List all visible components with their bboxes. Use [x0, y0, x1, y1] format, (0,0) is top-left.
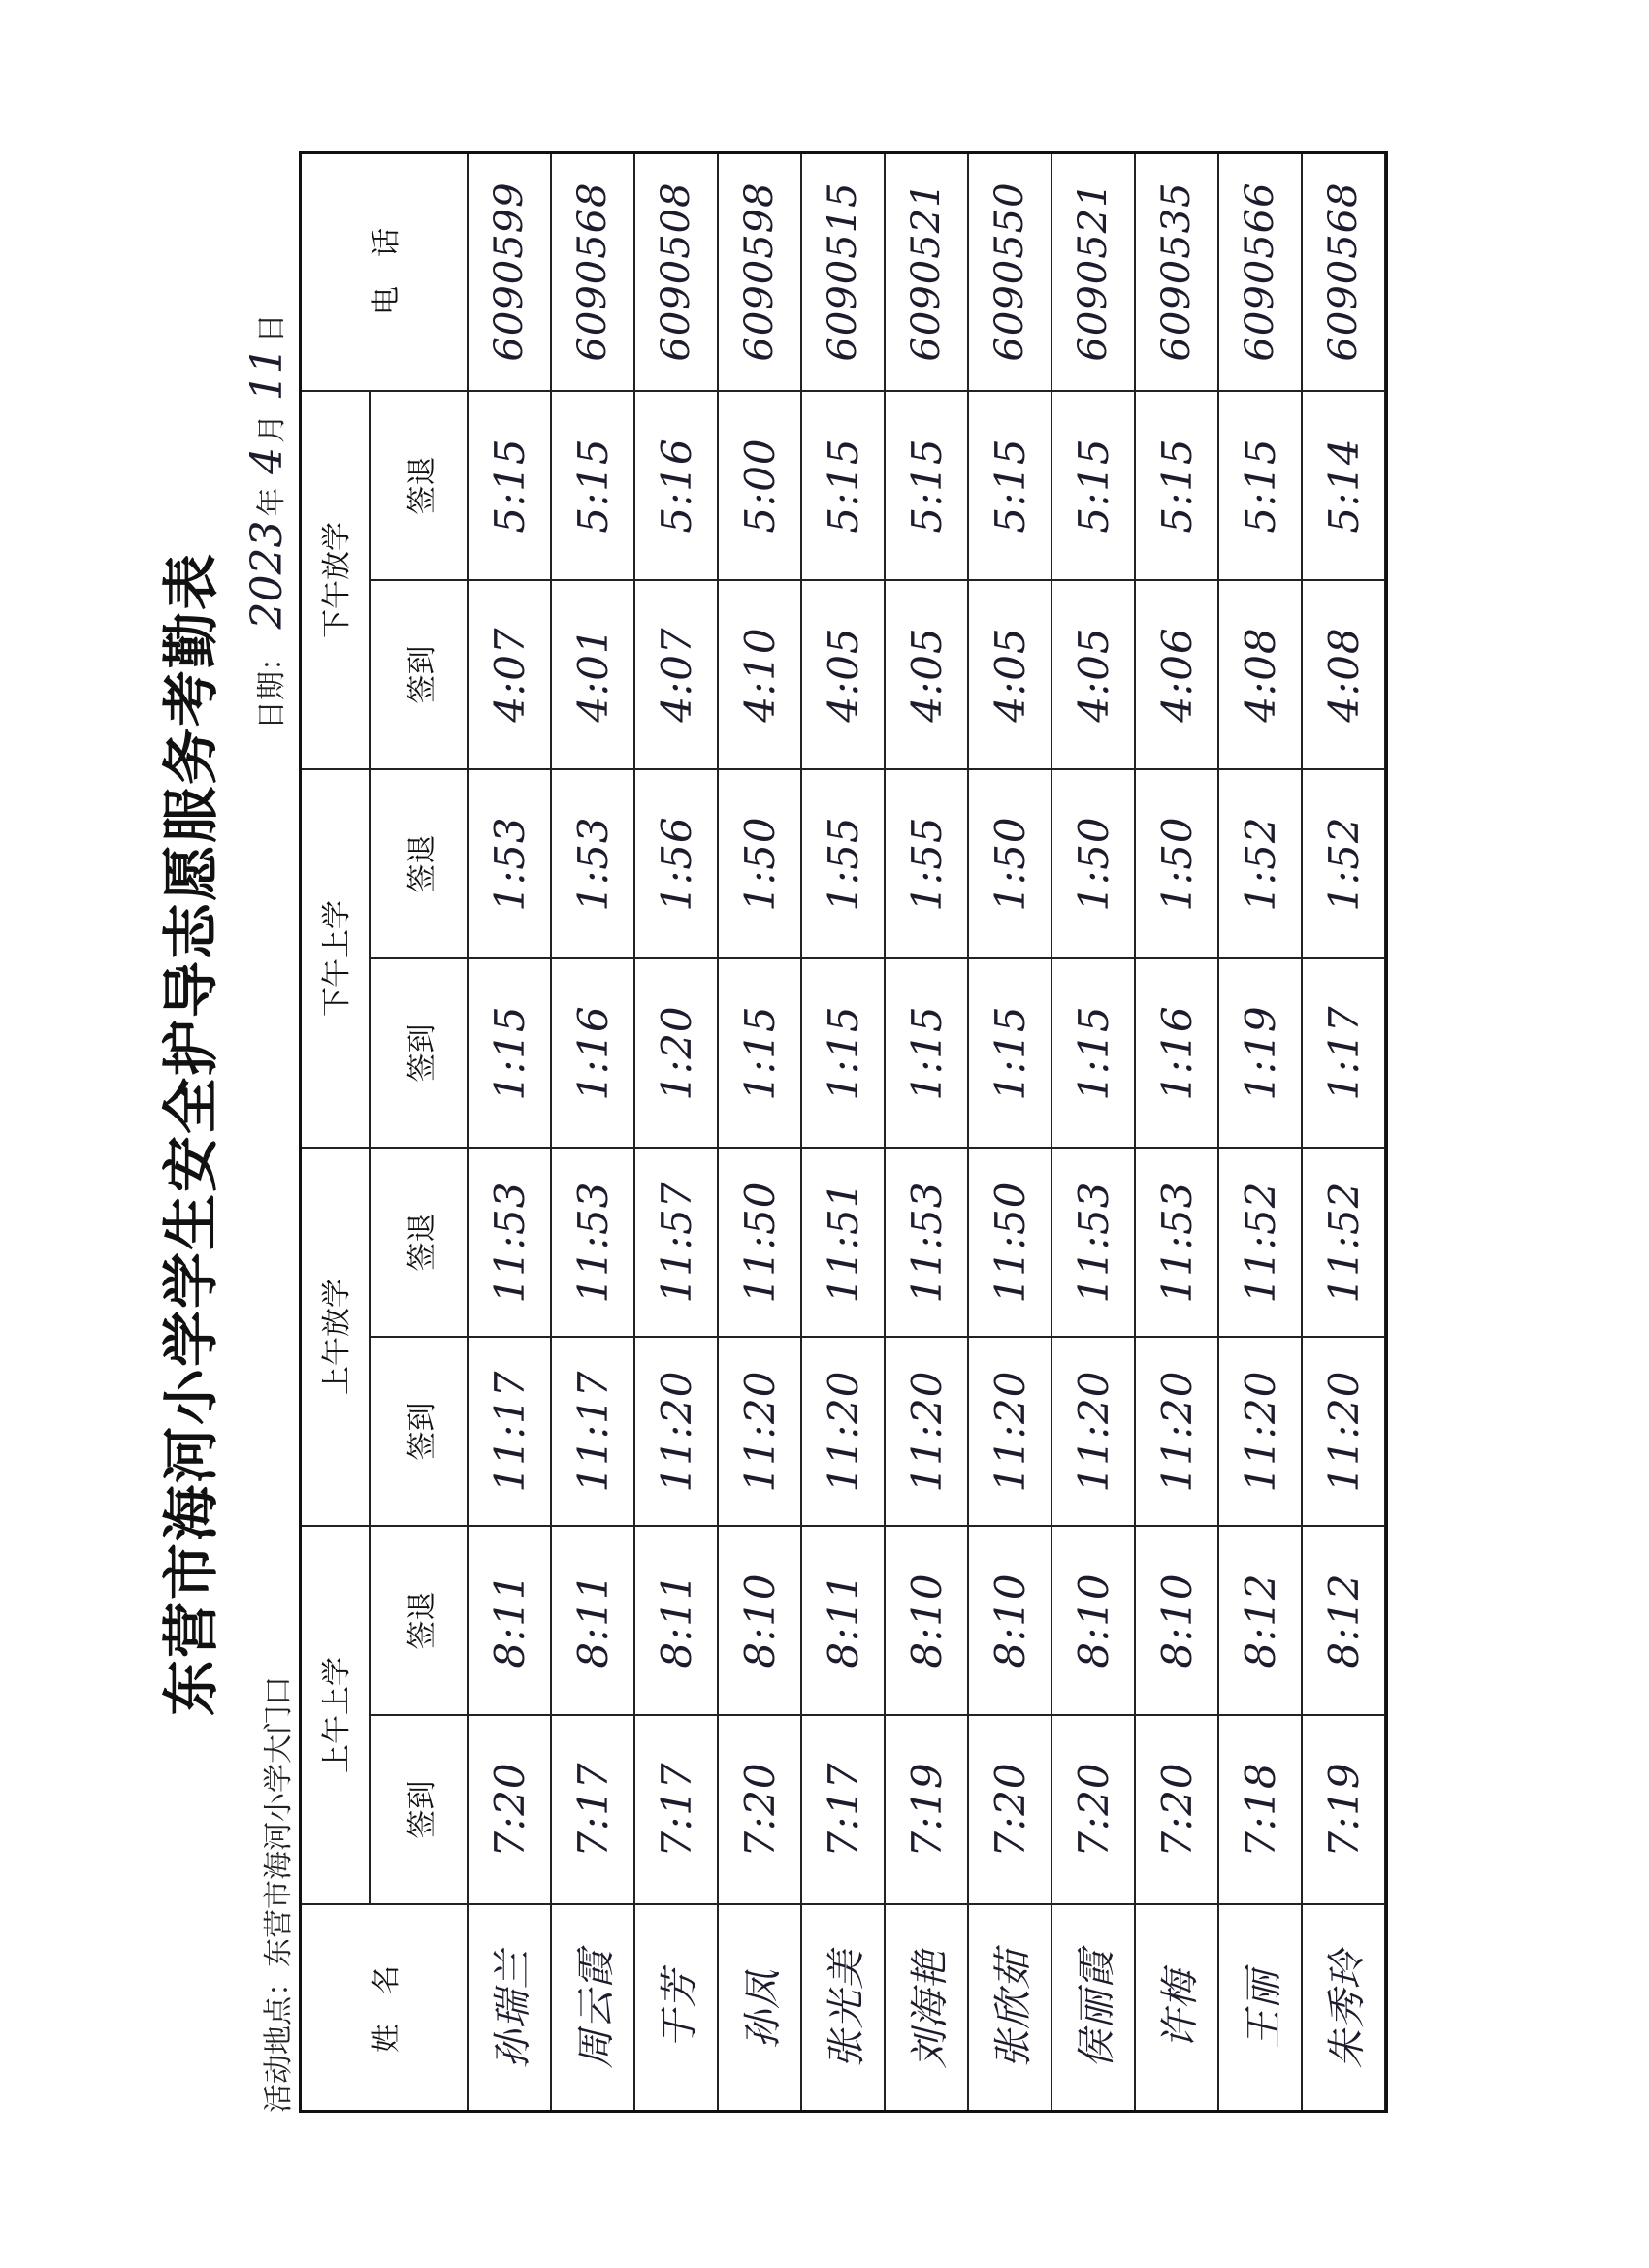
sign-out-time: 8:10 [719, 1525, 802, 1714]
sign-out-time: 5:15 [969, 390, 1052, 579]
sign-out-time: 1:52 [1303, 768, 1386, 957]
sign-in-time: 7:17 [635, 1714, 719, 1903]
volunteer-name: 刘海艳 [886, 1903, 969, 2113]
sign-in-time: 7:17 [552, 1714, 635, 1903]
sign-in-time: 4:05 [886, 579, 969, 768]
sign-in-time: 11:20 [1052, 1336, 1136, 1525]
sign-out-time: 1:52 [1219, 768, 1303, 957]
date-year: 2023 [242, 520, 292, 630]
sign-in-time: 7:19 [1303, 1714, 1386, 1903]
header-name: 姓 名 [299, 1903, 469, 2113]
phone-number: 6090521 [886, 151, 969, 390]
sign-out-time: 11:53 [1136, 1147, 1219, 1336]
sign-out-time: 5:15 [1136, 390, 1219, 579]
phone-number: 6090550 [969, 151, 1052, 390]
sign-out-time: 8:11 [469, 1525, 552, 1714]
sign-out-time: 11:52 [1303, 1147, 1386, 1336]
sign-in-time: 4:10 [719, 579, 802, 768]
phone-number: 6090566 [1219, 151, 1303, 390]
volunteer-name: 王丽 [1219, 1903, 1303, 2113]
phone-number: 6090521 [1052, 151, 1136, 390]
location-value: 东营市海河小学大门口 [262, 1676, 296, 1967]
activity-location [254, 1676, 297, 2113]
sign-in-time: 4:08 [1219, 579, 1303, 768]
sign-out-time: 11:51 [802, 1147, 886, 1336]
sign-in-time: 11:20 [802, 1336, 886, 1525]
sign-out-time: 11:50 [719, 1147, 802, 1336]
header-period: 上午放学 [299, 1147, 371, 1525]
volunteer-name: 张光美 [802, 1903, 886, 2113]
header-sign-out: 签退 [371, 768, 469, 957]
sign-in-time: 4:07 [635, 579, 719, 768]
sign-out-time: 1:55 [886, 768, 969, 957]
sign-in-time: 4:05 [1052, 579, 1136, 768]
sign-out-time: 5:16 [635, 390, 719, 579]
sign-in-time: 7:18 [1219, 1714, 1303, 1903]
date-day: 11 [242, 346, 292, 402]
sign-in-time: 7:20 [969, 1714, 1052, 1903]
sign-out-time: 5:15 [886, 390, 969, 579]
sign-out-time: 1:50 [719, 768, 802, 957]
sign-out-time: 8:11 [802, 1525, 886, 1714]
header-sign-in: 签到 [371, 1714, 469, 1903]
sign-in-time: 1:15 [719, 957, 802, 1147]
date-line [242, 313, 292, 729]
location-label: 活动地点： [262, 1967, 296, 2113]
sign-in-time: 4:07 [469, 579, 552, 768]
sign-out-time: 11:52 [1219, 1147, 1303, 1336]
header-period: 上午上学 [299, 1525, 371, 1903]
sign-in-time: 1:15 [1052, 957, 1136, 1147]
sign-out-time: 1:50 [1052, 768, 1136, 957]
phone-number: 6090568 [1303, 151, 1386, 390]
sign-out-time: 8:10 [1136, 1525, 1219, 1714]
sign-in-time: 4:08 [1303, 579, 1386, 768]
sign-in-time: 11:20 [886, 1336, 969, 1525]
sign-in-time: 7:20 [1052, 1714, 1136, 1903]
header-phone: 电 话 [299, 151, 469, 390]
volunteer-name: 孙瑞兰 [469, 1903, 552, 2113]
sign-in-time: 11:20 [1136, 1336, 1219, 1525]
phone-number: 6090535 [1136, 151, 1219, 390]
sign-in-time: 7:19 [886, 1714, 969, 1903]
sign-out-time: 1:53 [552, 768, 635, 957]
sign-in-time: 4:06 [1136, 579, 1219, 768]
sign-in-time: 11:20 [1219, 1336, 1303, 1525]
header-sign-out: 签退 [371, 1147, 469, 1336]
date-year-unit: 年 [255, 487, 289, 517]
sign-out-time: 11:53 [552, 1147, 635, 1336]
volunteer-name: 周云霞 [552, 1903, 635, 2113]
sign-out-time: 11:53 [1052, 1147, 1136, 1336]
sign-out-time: 5:14 [1303, 390, 1386, 579]
volunteer-name: 孙凤 [719, 1903, 802, 2113]
sign-out-time: 8:10 [969, 1525, 1052, 1714]
date-month: 4 [242, 446, 292, 474]
sign-in-time: 1:16 [552, 957, 635, 1147]
header-period: 下午放学 [299, 390, 371, 768]
sign-in-time: 11:17 [552, 1336, 635, 1525]
sign-out-time: 5:15 [1219, 390, 1303, 579]
phone-number: 6090515 [802, 151, 886, 390]
sign-in-time: 11:20 [1303, 1336, 1386, 1525]
sign-in-time: 4:01 [552, 579, 635, 768]
sign-in-time: 1:17 [1303, 957, 1386, 1147]
sign-out-time: 5:15 [802, 390, 886, 579]
sign-out-time: 8:10 [1052, 1525, 1136, 1714]
volunteer-name: 侯丽霞 [1052, 1903, 1136, 2113]
sign-out-time: 1:50 [1136, 768, 1219, 957]
date-label: 日期： [255, 642, 289, 729]
sign-in-time: 11:20 [969, 1336, 1052, 1525]
sign-in-time: 1:15 [969, 957, 1052, 1147]
phone-number: 6090568 [552, 151, 635, 390]
volunteer-name: 许梅 [1136, 1903, 1219, 2113]
sign-in-time: 1:16 [1136, 957, 1219, 1147]
sign-in-time: 7:20 [469, 1714, 552, 1903]
sign-in-time: 1:19 [1219, 957, 1303, 1147]
volunteer-name: 于芳 [635, 1903, 719, 2113]
volunteer-name: 张欣茹 [969, 1903, 1052, 2113]
sign-out-time: 11:57 [635, 1147, 719, 1336]
sign-out-time: 8:11 [635, 1525, 719, 1714]
header-sign-in: 签到 [371, 579, 469, 768]
header-sign-in: 签到 [371, 957, 469, 1147]
date-day-unit: 日 [255, 313, 289, 343]
sign-out-time: 8:12 [1219, 1525, 1303, 1714]
sign-in-time: 1:20 [635, 957, 719, 1147]
header-period: 下午上学 [299, 768, 371, 1147]
sign-out-time: 1:55 [802, 768, 886, 957]
sign-in-time: 11:20 [719, 1336, 802, 1525]
sign-out-time: 8:10 [886, 1525, 969, 1714]
sign-in-time: 4:05 [802, 579, 886, 768]
sign-out-time: 1:50 [969, 768, 1052, 957]
header-sign-out: 签退 [371, 390, 469, 579]
sign-out-time: 11:53 [469, 1147, 552, 1336]
sign-in-time: 7:20 [1136, 1714, 1219, 1903]
sign-in-time: 11:17 [469, 1336, 552, 1525]
volunteer-name: 朱秀玲 [1303, 1903, 1386, 2113]
date-month-unit: 月 [255, 413, 289, 443]
sign-out-time: 11:50 [969, 1147, 1052, 1336]
phone-number: 6090598 [719, 151, 802, 390]
sign-out-time: 5:00 [719, 390, 802, 579]
sign-out-time: 8:12 [1303, 1525, 1386, 1714]
sign-out-time: 8:11 [552, 1525, 635, 1714]
sign-in-time: 1:15 [802, 957, 886, 1147]
header-sign-in: 签到 [371, 1336, 469, 1525]
sign-in-time: 4:05 [969, 579, 1052, 768]
document-title: 东营市海河小学学生安全护导志愿服务考勤表 [158, 552, 224, 1717]
sign-out-time: 1:53 [469, 768, 552, 957]
sign-in-time: 7:17 [802, 1714, 886, 1903]
phone-number: 6090508 [635, 151, 719, 390]
sign-in-time: 11:20 [635, 1336, 719, 1525]
sign-out-time: 11:53 [886, 1147, 969, 1336]
sign-in-time: 1:15 [469, 957, 552, 1147]
sign-out-time: 5:15 [1052, 390, 1136, 579]
sign-out-time: 5:15 [552, 390, 635, 579]
sign-out-time: 5:15 [469, 390, 552, 579]
sign-in-time: 1:15 [886, 957, 969, 1147]
sign-in-time: 7:20 [719, 1714, 802, 1903]
phone-number: 6090599 [469, 151, 552, 390]
sign-out-time: 1:56 [635, 768, 719, 957]
header-sign-out: 签退 [371, 1525, 469, 1714]
